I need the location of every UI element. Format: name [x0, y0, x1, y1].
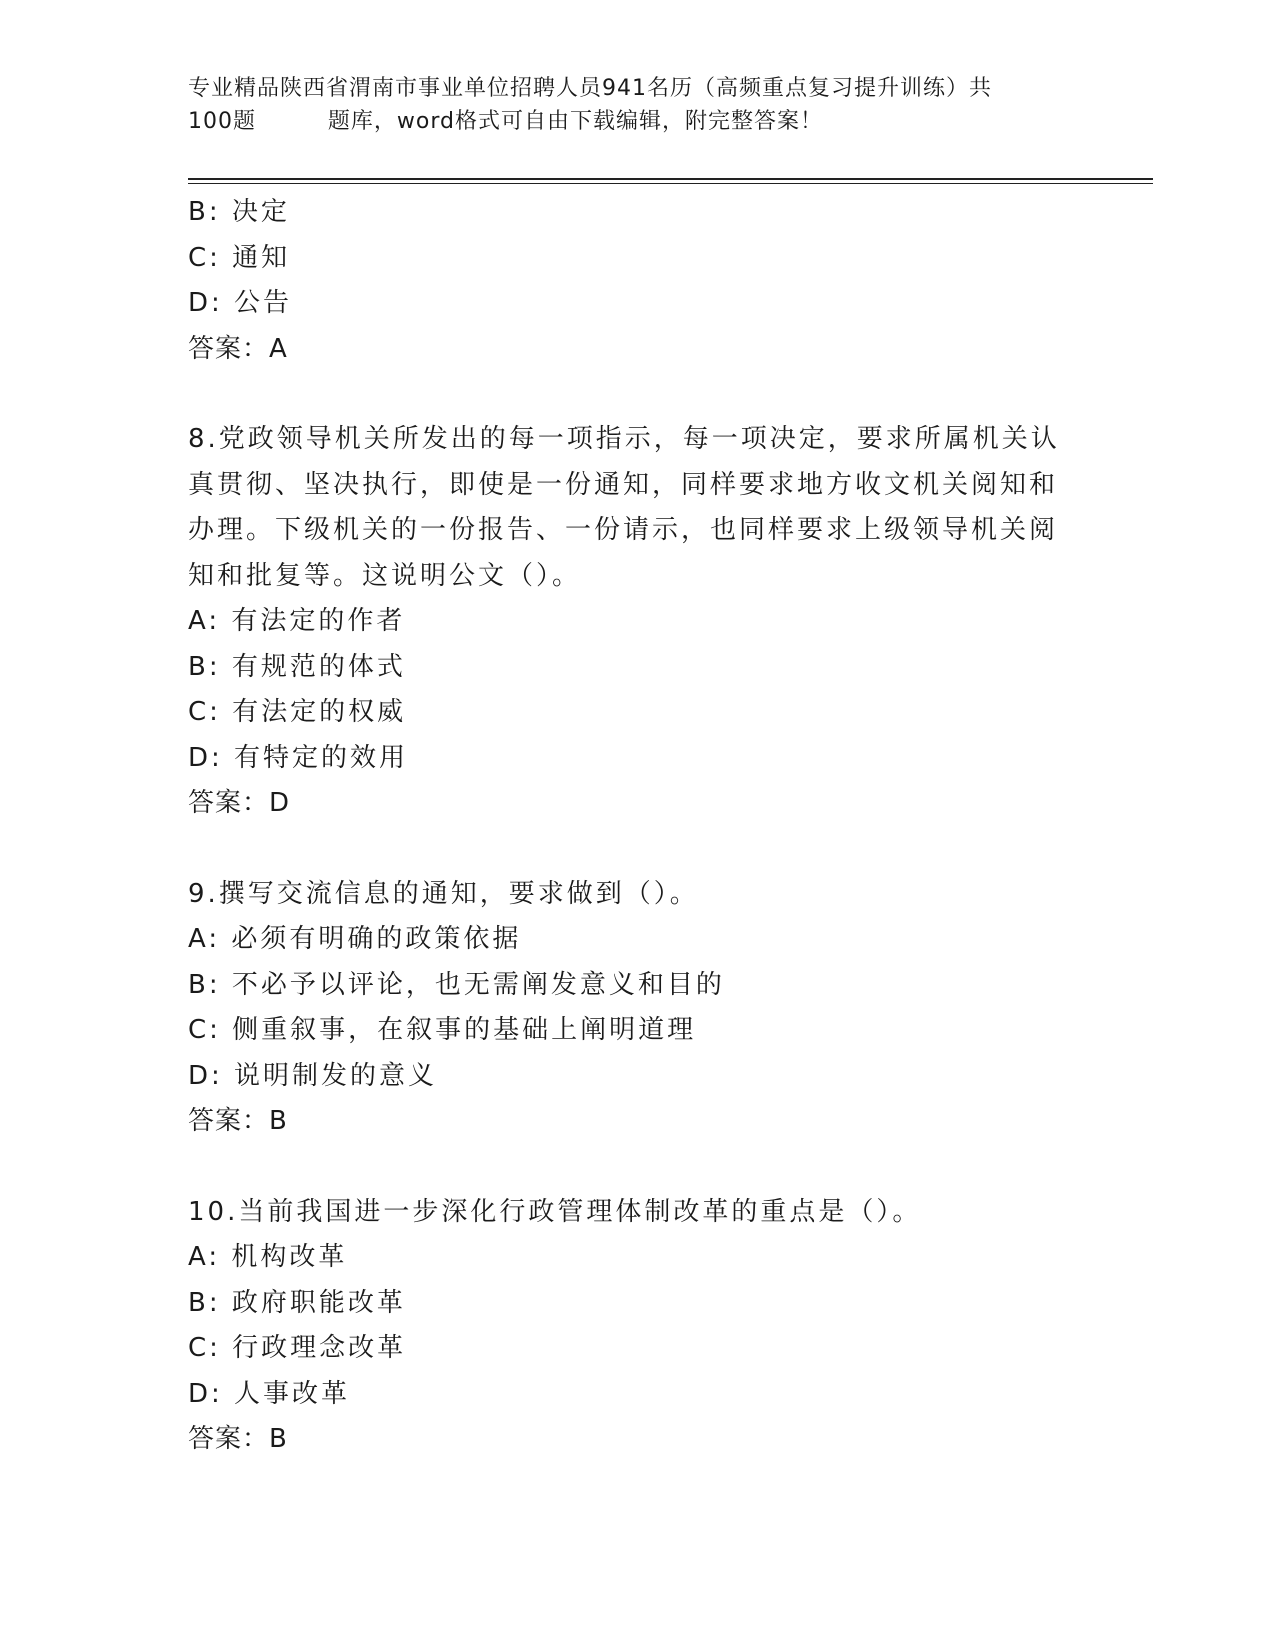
header-rule-thin — [188, 183, 1153, 184]
header-title-line2: 100题 题库，word格式可自由下载编辑，附完整答案！ — [188, 109, 824, 134]
question-stem-line: 知和批复等。这说明公文（）。 — [188, 560, 582, 591]
question-stem — [188, 1190, 1068, 1236]
option-c: C: 通知 — [188, 242, 291, 273]
option-a: A: 必须有明确的政策依据 — [188, 924, 522, 954]
option-b: B: 决定 — [188, 197, 290, 227]
question-stem-line: 真贯彻、坚决执行，即使是一份通知，同样要求地方收文机关阅知和 — [188, 469, 1059, 500]
question-list — [188, 190, 1068, 1463]
option-b: B: 不必予以评论，也无需阐发意义和目的 — [188, 969, 725, 1000]
question-stem — [188, 872, 1068, 918]
answer-label: 答案：B — [188, 1424, 288, 1454]
option-b: B: 有规范的体式 — [188, 651, 406, 682]
option-d: D: 公告 — [188, 288, 293, 318]
question-stem-line: 9.撰写交流信息的通知，要求做到（）。 — [188, 878, 699, 909]
header-title-line1: 专业精品陕西省渭南市事业单位招聘人员941名历（高频重点复习提升训练）共 — [188, 76, 992, 101]
option-c: C: 侧重叙事，在叙事的基础上阐明道理 — [188, 1015, 697, 1045]
option-a: A: 有法定的作者 — [188, 606, 406, 636]
question-stem-line: 办理。下级机关的一份报告、一份请示，也同样要求上级领导机关阅 — [188, 515, 1059, 545]
question-block — [188, 417, 1068, 827]
question-block — [188, 190, 1068, 372]
answer-label: 答案：A — [188, 333, 288, 364]
option-c: C: 有法定的权威 — [188, 697, 407, 727]
answer-label: 答案：B — [188, 1106, 288, 1136]
header-rule-thick — [188, 178, 1153, 180]
question-stem-line: 8.党政领导机关所发出的每一项指示，每一项决定，要求所属机关认 — [188, 424, 1060, 454]
question-stem — [188, 417, 1068, 599]
question-stem-line: 10.当前我国进一步深化行政管理体制改革的重点是（）。 — [188, 1196, 922, 1227]
answer-label: 答案：D — [188, 788, 291, 818]
option-a: A: 机构改革 — [188, 1242, 348, 1272]
option-d: D: 有特定的效用 — [188, 742, 409, 773]
option-d: D: 说明制发的意义 — [188, 1060, 438, 1091]
question-block — [188, 1190, 1068, 1463]
document-header — [188, 72, 1068, 138]
option-d: D: 人事改革 — [188, 1378, 351, 1409]
option-b: B: 政府职能改革 — [188, 1287, 406, 1318]
option-c: C: 行政理念改革 — [188, 1333, 407, 1363]
question-block — [188, 872, 1068, 1145]
